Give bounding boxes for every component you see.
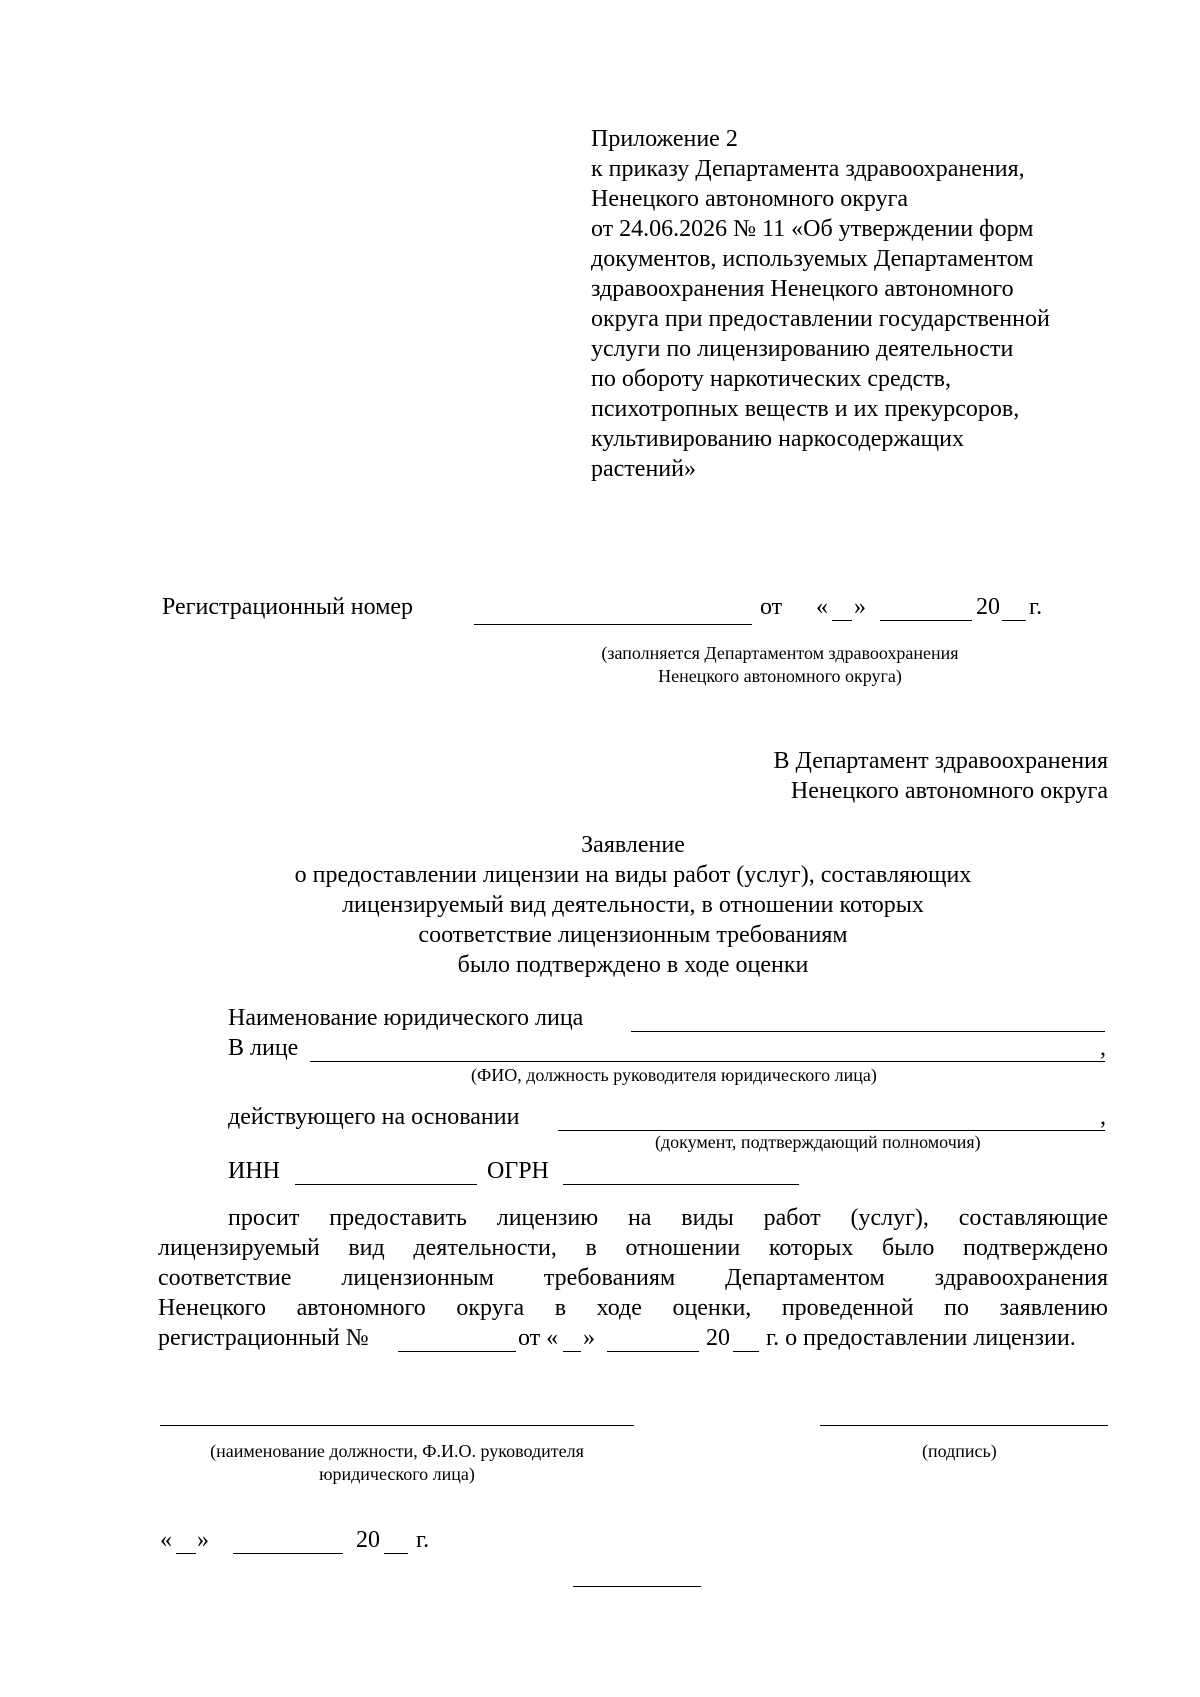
in-person-hint: (ФИО, должность руководителя юридического лица) [471,1065,877,1085]
addressee-line1: В Департамент здравоохранения [773,748,1108,774]
appendix-line: Ненецкого автономного округа [591,186,909,212]
body-line5-year: 20 [706,1325,730,1351]
registration-number-blank[interactable] [474,624,752,625]
registration-year-suffix: г. [1029,594,1043,620]
appendix-line: по обороту наркотических средств, [591,366,952,392]
ogrn-label: ОГРН [487,1158,549,1184]
date-quote-open: « [160,1527,172,1553]
in-person-label: В лице [228,1035,299,1061]
position-hint-line2: юридического лица) [319,1464,475,1484]
registration-quote-open: « [816,594,828,620]
appendix-line: от 24.06.2026 № 11 «Об утверждении форм [591,216,1034,242]
appendix-line: Приложение 2 [591,126,738,152]
body-line5-quote-close: » [583,1325,595,1351]
body-line5-suffix: г. о предоставлении лицензии. [766,1325,1076,1351]
appendix-line: здравоохранения Ненецкого автономного [591,276,1014,302]
date-year-suffix: г. [416,1527,430,1553]
date-year-blank[interactable] [384,1553,408,1554]
appendix-line: культивированию наркосодержащих [591,426,964,452]
body-line3: соответствие лицензионным требованиям Департаментом здравоохранения [158,1265,1108,1291]
registration-label: Регистрационный номер [162,594,414,620]
application-year-blank[interactable] [733,1351,759,1352]
body-line1: просит предоставить лицензию на виды работ (услуг), составляющие [228,1205,1108,1231]
title-line3: лицензируемый вид деятельности, в отношении которых [342,892,924,918]
appendix-line: психотропных веществ и их прекурсоров, [591,396,1020,422]
signature-hint: (подпись) [922,1441,997,1461]
acting-label: действующего на основании [228,1104,520,1130]
appendix-line: документов, используемых Департаментом [591,246,1034,272]
inn-blank[interactable] [295,1184,477,1185]
registration-quote-close: » [854,594,866,620]
in-person-blank[interactable] [310,1061,1105,1062]
registration-day-blank[interactable] [832,620,852,621]
body-line4: Ненецкого автономного округа в ходе оценки, проведенной по заявлению [158,1295,1108,1321]
title-line1: Заявление [581,832,685,858]
acting-hint: (документ, подтверждающий полномочия) [655,1132,981,1152]
date-month-blank[interactable] [233,1553,343,1554]
closing-separator [573,1586,701,1587]
appendix-line: к приказу Департамента здравоохранения, [591,156,1025,182]
legal-name-label: Наименование юридического лица [228,1005,584,1031]
registration-month-blank[interactable] [880,620,972,621]
addressee-line2: Ненецкого автономного округа [790,778,1108,804]
acting-comma: , [1100,1104,1106,1130]
body-line5-from: от « [518,1325,559,1351]
registration-note-line2: Ненецкого автономного округа) [658,666,902,686]
inn-label: ИНН [228,1158,280,1184]
application-number-blank[interactable] [398,1351,516,1352]
position-name-blank[interactable] [160,1425,634,1426]
date-quote-close: » [197,1527,209,1553]
title-line4: соответствие лицензионным требованиям [418,922,848,948]
appendix-line: услуги по лицензированию деятельности [591,336,1014,362]
signature-blank[interactable] [820,1425,1108,1426]
ogrn-blank[interactable] [563,1184,799,1185]
date-year-prefix: 20 [356,1527,380,1553]
title-line2: о предоставлении лицензии на виды работ (услуг), составляющих [294,862,972,888]
registration-note [560,642,1000,688]
body-line2: лицензируемый вид деятельности, в отношении которых было подтверждено [158,1235,1108,1261]
appendix-line: растений» [591,456,696,482]
body-line5-prefix: регистрационный № [158,1325,369,1351]
position-hint [160,1440,634,1486]
registration-note-line1: (заполняется Департаментом здравоохранения [601,643,959,663]
title-line5: было подтверждено в ходе оценки [457,952,809,978]
in-person-comma: , [1100,1035,1106,1061]
appendix-line: округа при предоставлении государственной [591,306,1050,332]
registration-year-prefix: 20 [976,594,1000,620]
registration-year-blank[interactable] [1002,620,1026,621]
position-hint-line1: (наименование должности, Ф.И.О. руководителя [210,1441,584,1461]
date-day-blank[interactable] [176,1553,196,1554]
application-day-blank[interactable] [563,1351,581,1352]
application-month-blank[interactable] [607,1351,699,1352]
legal-name-blank[interactable] [631,1031,1105,1032]
registration-from-label: от [760,594,783,620]
